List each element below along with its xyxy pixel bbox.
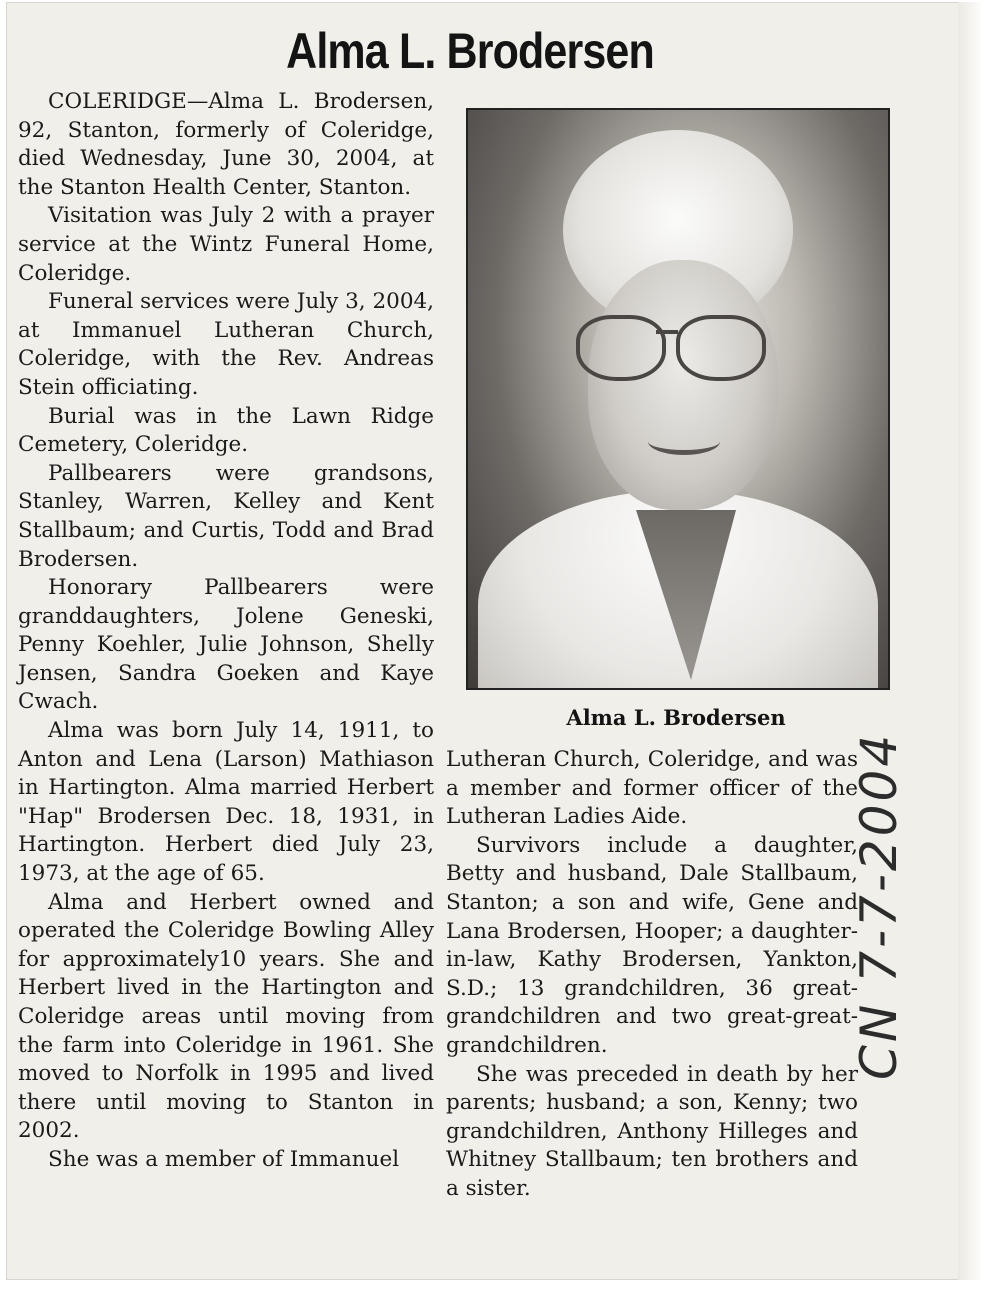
clipping-edge (958, 2, 984, 1280)
handwritten-date-note: CN 7-7-2004 (850, 731, 908, 1080)
photo-caption: Alma L. Brodersen (566, 705, 786, 730)
paragraph-burial: Burial was in the Lawn Ridge Cemetery, Coleridge. (18, 403, 434, 458)
paragraph-death-notice: COLERIDGE—Alma L. Brodersen, 92, Stanton, formerly of Coleridge, died Wednesday, June 30, 2004, at the Stanton Health Center, Stanton. (18, 89, 434, 200)
paragraph-honorary-pallbearers: Honorary Pallbearers were granddaughters, Jolene Geneski, Penny Koehler, Julie Johnson, Shelly Jensen, Sandra Goeken and Kaye Cwach. (18, 575, 434, 715)
paragraph-preceded-in-death: She was preceded in death by her parents; husband; a son, Kenny; two grandchildren, Anthony Hilleges and Whitney Stallbaum; ten brothers and a sister. (446, 1061, 858, 1201)
paragraph-birth-marriage: Alma was born July 14, 1911, to Anton and Lena (Larson) Mathiason in Hartington. Alma married Herbert "Hap" Brodersen Dec. 18, 1931, in Hartington. Herbert died July 23, 1973, at the age of 65. (18, 718, 434, 887)
portrait-face (588, 260, 778, 510)
text-column-right (446, 746, 858, 1204)
eyeglasses-left-lens (576, 315, 666, 381)
eyeglasses-right-lens (676, 315, 766, 381)
paragraph-survivors: Survivors include a daughter, Betty and husband, Dale Stallbaum, Stanton; a son and wife, Gene and Lana Brodersen, Hooper; a daughter-in-law, Kathy Brodersen, Yankton, S.D.; 13 grandchildren, 36 great-grandchildren and two great-great-grandchildren. (446, 832, 858, 1058)
paragraph-visitation: Visitation was July 2 with a prayer service at the Wintz Funeral Home, Coleridge. (18, 203, 434, 286)
paragraph-bowling-alley: Alma and Herbert owned and operated the Coleridge Bowling Alley for approximately10 years. She and Herbert lived in the Hartington and Coleridge areas until moving from the farm into Coleridge in 1961. She moved to Norfolk in 1995 and lived there until moving to Stanton in 2002. (18, 889, 434, 1144)
portrait-photo (466, 108, 890, 690)
paragraph-funeral-services: Funeral services were July 3, 2004, at Immanuel Lutheran Church, Coleridge, with the Rev. Andreas Stein officiating. (18, 289, 435, 400)
text-column-left (18, 88, 434, 1175)
portrait-smile (648, 428, 720, 455)
paragraph-pallbearers: Pallbearers were grandsons, Stanley, Warren, Kelley and Kent Stallbaum; and Curtis, Todd and Brad Brodersen. (18, 460, 434, 572)
paragraph-membership-start: She was a member of Immanuel (48, 1146, 400, 1172)
eyeglasses-bridge (656, 330, 678, 334)
paragraph-membership-end: Lutheran Church, Coleridge, and was a member and former officer of the Lutheran Ladies Aide. (446, 747, 858, 830)
obituary-headline: Alma L. Brodersen (286, 23, 654, 79)
